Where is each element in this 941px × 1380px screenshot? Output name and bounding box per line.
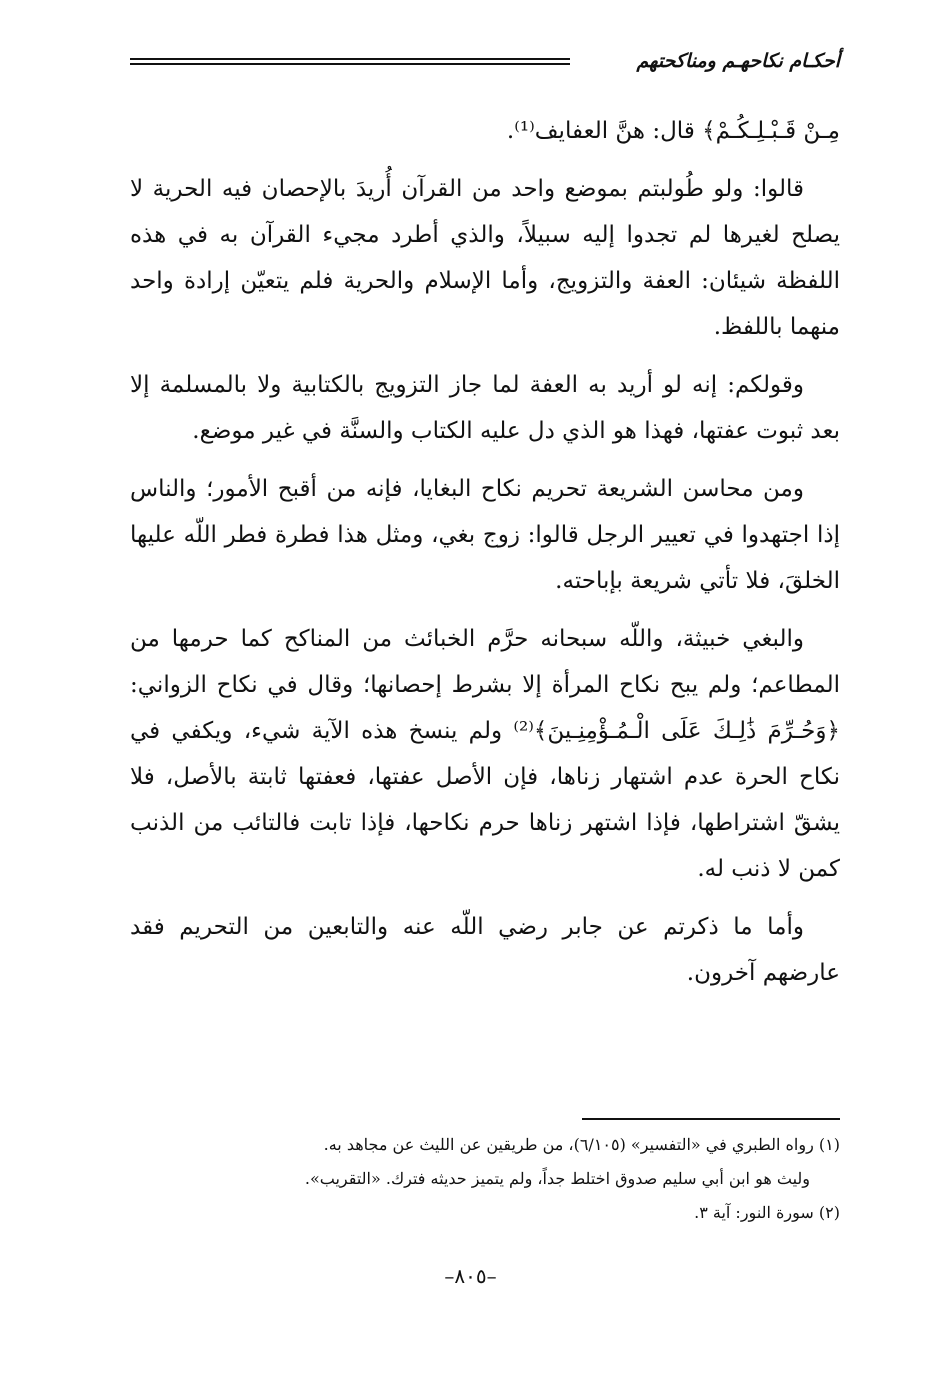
paragraph: وقولكم: إنه لو أريد به العفة لما جاز التزويج بالكتابية ولا بالمسلمة إلا بعد ثبوت عفتها، فهذا هو الذي دل عليه الكتاب والسنَّة في غير موضع.: [130, 372, 840, 444]
footnotes: [150, 1128, 840, 1230]
paragraph: مِـنْ قَـبْـلِـكُـمْ﴾ قال: هنَّ العفايف⁽¹⁾.: [506, 118, 840, 144]
header-title: أحكـام نكاحهـم ومناكحتهم: [636, 50, 840, 72]
page-number: –٨٠٥–: [444, 1264, 497, 1288]
paragraph: والبغي خبيثة، واللّه سبحانه حرَّم الخبائث من المناكح كما حرمها من المطاعم؛ ولم يبح نكاح المرأة إلا بشرط إحصانها؛ وقال في نكاح الزواني: ﴿وَحُـرِّمَ ذَٰلِـكَ عَلَى الْـمُـؤْمِنِـينَ﴾⁽²⁾ ولم ينسخ هذه الآية شيء، ويكفي في نكاح الحرة عدم اشتهار زناها، فإن الأصل عفتها، فعفتها ثابتة بالأصل، فلا يشقّ اشتراطها، فإذا اشتهر زناها حرم نكاحها، فإذا تابت فالتائب من الذنب كمن لا ذنب له.: [130, 626, 840, 882]
footnote-continuation: وليث هو ابن أبي سليم صدوق اختلط جداً، ولم يتميز حديثه فترك. «التقريب».: [304, 1169, 810, 1188]
paragraph: ومن محاسن الشريعة تحريم نكاح البغايا، فإنه من أقبح الأمور؛ والناس إذا اجتهدوا في تعيير الرجل قالوا: زوج بغي، ومثل هذا فطرة فطر اللّه عليها الخلقَ، فلا تأتي شريعة بإباحته.: [130, 476, 840, 594]
footnote: (١) رواه الطبري في «التفسير» (٦/١٠٥)، من طريقين عن الليث عن مجاهد به.: [323, 1135, 840, 1154]
paragraph: وأما ما ذكرتم عن جابر رضي اللّه عنه والتابعين من التحريم فقد عارضهم آخرون.: [130, 914, 840, 986]
header-double-rule: [130, 58, 570, 65]
main-text: [130, 108, 840, 1008]
footnote-separator: [582, 1118, 840, 1120]
paragraph: قالوا: ولو طُولبتم بموضع واحد من القرآن أُريدَ بالإحصان فيه الحرية لا يصلح لغيرها لم تجدوا إليه سبيلاً، والذي أطرد مجيء القرآن به في هذه اللفظة شيئان: العفة والتزويج، وأما الإسلام والحرية فلم يتعيّن إرادة واحد منهما باللفظ.: [130, 176, 840, 340]
running-header: [130, 46, 840, 76]
footnote: (٢) سورة النور: آية ٣.: [694, 1203, 840, 1222]
